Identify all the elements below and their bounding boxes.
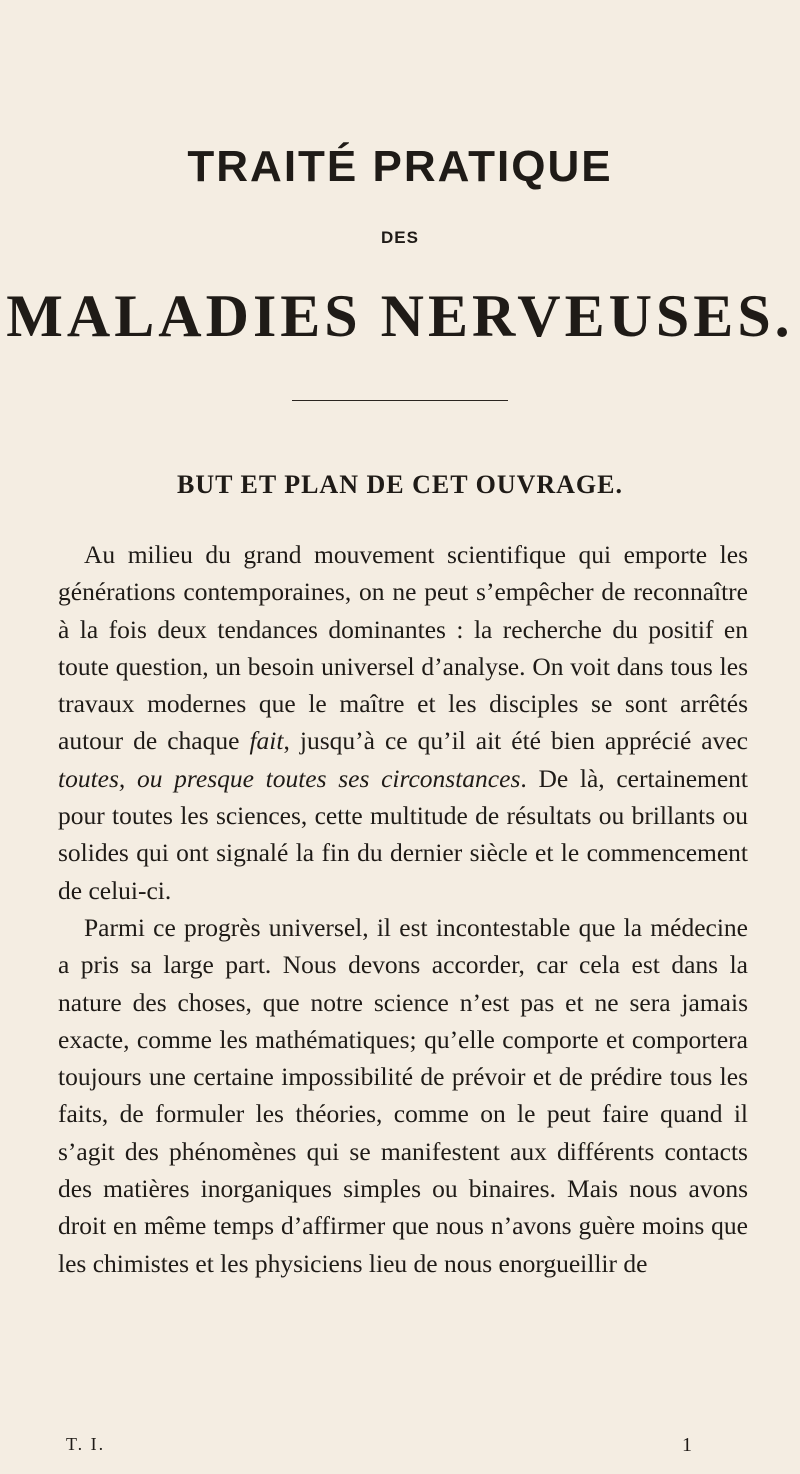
book-title: TRAITÉ PRATIQUE <box>187 142 613 191</box>
paragraph-1-italic-toutes: toutes, ou presque toutes ses circonstances <box>58 763 521 793</box>
paragraph-1 <box>58 536 748 909</box>
title-connector: DES <box>381 228 419 247</box>
page-footer <box>0 1434 800 1464</box>
section-heading: BUT ET PLAN DE CET OUVRAGE. <box>177 470 623 499</box>
paragraph-1-part-b: , jusqu’à ce qu’il ait été bien apprécié avec <box>283 726 749 756</box>
body-text <box>58 536 748 1282</box>
paragraph-1-italic-fait: fait <box>249 726 284 756</box>
paragraph-1-part-a: Au milieu du grand mouvement scientifique qui emporte les générations contemporaines, on ne peut s’empêcher de reconnaître à la fois deux tendances dominantes : la recherche du positif en toute question, un besoin universel d’analyse. On voit dans tous les travaux modernes que le maître et les disciples se sont arrêtés autour de chaque <box>58 540 748 756</box>
paragraph-1-part-c: . De là, certainement pour toutes les sciences, cette multitude de résultats ou brillants ou solides qui ont signalé la fin du dernier siècle et le commencement de celui-ci. <box>58 763 749 905</box>
title-divider-rule <box>292 400 508 401</box>
book-subtitle: MALADIES NERVEUSES. <box>6 283 794 349</box>
volume-signature: T. I. <box>66 1434 106 1454</box>
page-number: 1 <box>682 1434 692 1456</box>
paragraph-2: Parmi ce progrès universel, il est incontestable que la médecine a pris sa large part. Nous devons accorder, car cela est dans la nature des choses, que notre science n’est pas et ne sera jamais exacte, comme les mathématiques; qu’elle comporte et comportera toujours une certaine impossibilité de prévoir et de prédire tous les faits, de formuler les théories, comme on le peut faire quand il s’agit des phénomènes qui se manifestent aux différents contacts des matières inorganiques simples ou binaires. Mais nous avons droit en même temps d’affirmer que nous n’avons guère moins que les chimistes et les physiciens lieu de nous enorgueillir de <box>58 912 748 1278</box>
